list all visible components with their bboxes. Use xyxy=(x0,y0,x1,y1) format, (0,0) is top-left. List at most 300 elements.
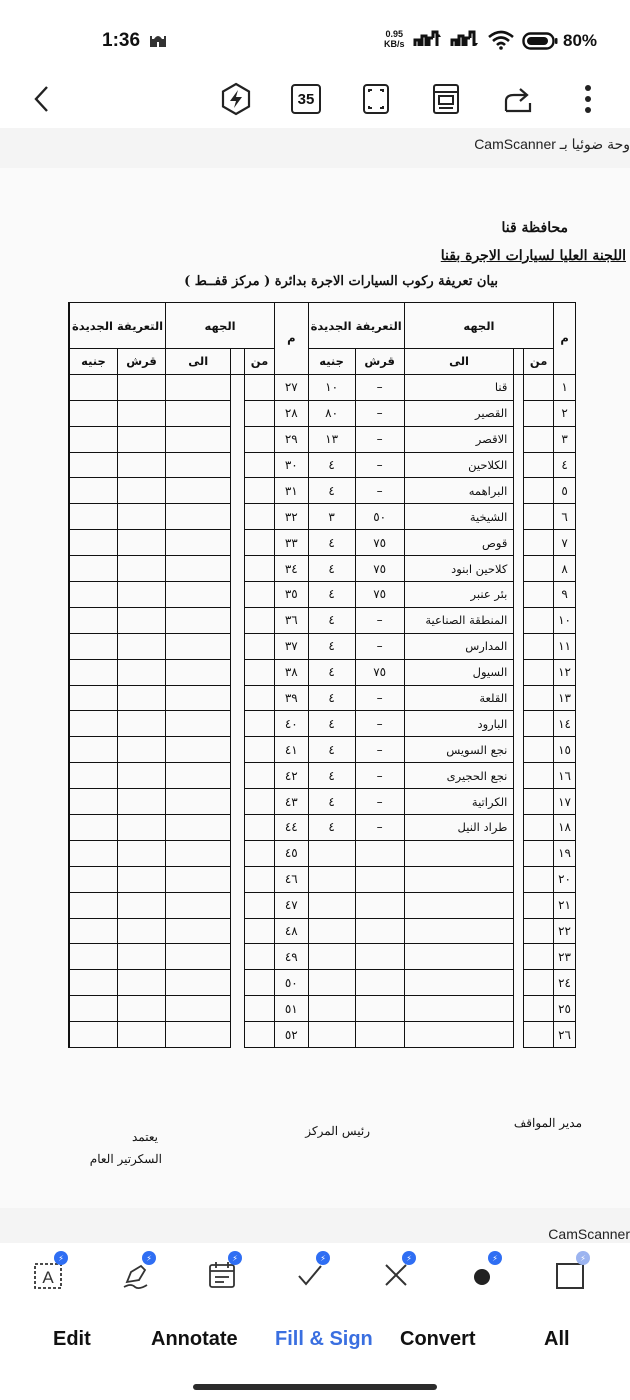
col-to-left: الى xyxy=(166,349,231,375)
gap-cell-right xyxy=(514,711,524,737)
destination-cell-left xyxy=(166,789,231,815)
destination-cell-left xyxy=(166,944,231,970)
from-cell-right xyxy=(524,789,554,815)
from-cell-left xyxy=(245,556,275,582)
pound-cell-right: ٤ xyxy=(308,685,355,711)
piaster-cell-left xyxy=(117,426,165,452)
gap-cell-right xyxy=(514,763,524,789)
destination-cell-right: السيول xyxy=(404,659,514,685)
pound-cell-left xyxy=(69,374,117,400)
table-row xyxy=(69,607,576,633)
piaster-cell-left xyxy=(117,892,165,918)
gap-cell-left xyxy=(231,996,245,1022)
destination-cell-left xyxy=(166,918,231,944)
share-icon xyxy=(502,85,534,113)
piaster-cell-left xyxy=(117,944,165,970)
pound-cell-right: ٤ xyxy=(308,530,355,556)
piaster-cell-left xyxy=(117,711,165,737)
from-cell-right xyxy=(524,633,554,659)
pound-cell-right xyxy=(308,840,355,866)
piaster-cell-left xyxy=(117,556,165,582)
check-badge: ⚡ xyxy=(316,1251,330,1265)
dot-badge: ⚡ xyxy=(488,1251,502,1265)
piaster-cell-left xyxy=(117,478,165,504)
destination-cell-right: الكلاحين xyxy=(404,452,514,478)
gap-cell-left xyxy=(231,815,245,841)
pound-cell-right: ٤ xyxy=(308,659,355,685)
gap-cell-right xyxy=(514,607,524,633)
table-row xyxy=(69,530,576,556)
table-body xyxy=(69,374,576,1047)
from-cell-left xyxy=(245,452,275,478)
col-fare-left: التعريفة الجديدة xyxy=(69,303,166,349)
fare-table xyxy=(68,302,576,1048)
gap-cell-left xyxy=(231,685,245,711)
piaster-cell-right: – xyxy=(355,478,404,504)
piaster-cell-left xyxy=(117,504,165,530)
page-count: 35 xyxy=(297,90,315,108)
table-row xyxy=(69,556,576,582)
watermark-bottom: CamScanner xyxy=(548,1226,630,1242)
piaster-cell-right xyxy=(355,918,404,944)
col-from-right: من xyxy=(524,349,554,375)
status-time: 1:36 xyxy=(102,30,141,51)
from-cell-right xyxy=(524,918,554,944)
piaster-cell-right: – xyxy=(355,426,404,452)
gap-cell-right xyxy=(514,970,524,996)
pound-cell-left xyxy=(69,426,117,452)
pound-cell-left xyxy=(69,866,117,892)
gap-cell-right xyxy=(514,426,524,452)
row-number-left: ٤٦ xyxy=(274,866,308,892)
back-button[interactable] xyxy=(22,76,62,122)
signature-tool[interactable] xyxy=(116,1255,156,1295)
table-row xyxy=(69,582,576,608)
row-number-left: ٤٠ xyxy=(274,711,308,737)
pound-cell-left xyxy=(69,815,117,841)
row-number-left: ٤٤ xyxy=(274,815,308,841)
from-cell-right xyxy=(524,840,554,866)
gap-cell-right xyxy=(514,504,524,530)
bottom-tab-bar xyxy=(0,1318,630,1362)
ai-button[interactable] xyxy=(216,76,256,122)
piaster-cell-left xyxy=(117,970,165,996)
from-cell-right xyxy=(524,737,554,763)
destination-cell-left xyxy=(166,478,231,504)
pound-cell-right: ٨٠ xyxy=(308,400,355,426)
piaster-cell-right xyxy=(355,892,404,918)
piaster-cell-left xyxy=(117,840,165,866)
pound-cell-right xyxy=(308,996,355,1022)
from-cell-left xyxy=(245,789,275,815)
signal-icon xyxy=(413,30,443,50)
destination-cell-left xyxy=(166,452,231,478)
gap-cell-right xyxy=(514,478,524,504)
pound-cell-right: ٣ xyxy=(308,504,355,530)
document-viewport[interactable] xyxy=(0,128,630,1243)
status-bar xyxy=(0,0,630,80)
piaster-cell-right xyxy=(355,970,404,996)
from-cell-right xyxy=(524,400,554,426)
table-row xyxy=(69,711,576,737)
rectangle-tool[interactable] xyxy=(550,1255,590,1295)
signal-icon-2 xyxy=(450,30,480,50)
pound-cell-right: ١٣ xyxy=(308,426,355,452)
row-number-right: ٥ xyxy=(554,478,576,504)
from-cell-right xyxy=(524,763,554,789)
destination-cell-right: نجع السويس xyxy=(404,737,514,763)
table-row xyxy=(69,996,576,1022)
gap-cell-right xyxy=(514,737,524,763)
row-number-right: ١٥ xyxy=(554,737,576,763)
row-number-right: ٩ xyxy=(554,582,576,608)
destination-cell-right: المدارس xyxy=(404,633,514,659)
destination-cell-left xyxy=(166,504,231,530)
table-row xyxy=(69,970,576,996)
col-piaster-left: قرش xyxy=(117,349,165,375)
piaster-cell-left xyxy=(117,737,165,763)
gap-cell-left xyxy=(231,840,245,866)
destination-cell-right: كلاحين ابنود xyxy=(404,556,514,582)
gap-cell-left xyxy=(231,711,245,737)
destination-cell-right: البراهمه xyxy=(404,478,514,504)
piaster-cell-left xyxy=(117,659,165,685)
row-number-right: ١٢ xyxy=(554,659,576,685)
governorate-title: محافظة قنا xyxy=(501,220,568,236)
pound-cell-left xyxy=(69,1022,117,1048)
pound-cell-right xyxy=(308,892,355,918)
from-cell-left xyxy=(245,970,275,996)
dot-tool[interactable] xyxy=(462,1255,502,1295)
piaster-cell-right: – xyxy=(355,685,404,711)
from-cell-right xyxy=(524,996,554,1022)
text-box-badge: ⚡ xyxy=(54,1251,68,1265)
destination-cell-left xyxy=(166,607,231,633)
from-cell-left xyxy=(245,763,275,789)
destination-cell-right: قنا xyxy=(404,374,514,400)
from-cell-right xyxy=(524,426,554,452)
from-cell-right xyxy=(524,1022,554,1048)
battery-icon xyxy=(522,31,558,51)
from-cell-right xyxy=(524,970,554,996)
piaster-cell-right: – xyxy=(355,711,404,737)
row-number-left: ٥٢ xyxy=(274,1022,308,1048)
destination-cell-left xyxy=(166,400,231,426)
crop-icon xyxy=(362,83,390,115)
gap-cell-left xyxy=(231,607,245,633)
row-number-left: ٣٤ xyxy=(274,556,308,582)
signature-approve: يعتمد xyxy=(132,1130,158,1144)
destination-cell-left xyxy=(166,685,231,711)
ai-icon xyxy=(219,82,253,116)
from-cell-right xyxy=(524,892,554,918)
share-button[interactable] xyxy=(498,76,538,122)
piaster-cell-right: – xyxy=(355,374,404,400)
mosque-notification-icon xyxy=(150,33,166,47)
destination-cell-left xyxy=(166,1022,231,1048)
piaster-cell-left xyxy=(117,582,165,608)
col-to-right: الى xyxy=(404,349,514,375)
destination-cell-left xyxy=(166,582,231,608)
piaster-cell-right: ٧٥ xyxy=(355,659,404,685)
gap-cell-right xyxy=(514,633,524,659)
destination-cell-left xyxy=(166,996,231,1022)
date-tool[interactable] xyxy=(202,1255,242,1295)
from-cell-left xyxy=(245,426,275,452)
table-row xyxy=(69,892,576,918)
row-number-left: ٤٥ xyxy=(274,840,308,866)
gap-cell-left xyxy=(231,892,245,918)
gap-cell-left xyxy=(231,504,245,530)
table-row xyxy=(69,918,576,944)
pound-cell-left xyxy=(69,944,117,970)
pound-cell-right xyxy=(308,1022,355,1048)
from-cell-left xyxy=(245,633,275,659)
piaster-cell-left xyxy=(117,918,165,944)
pound-cell-left xyxy=(69,659,117,685)
from-cell-left xyxy=(245,866,275,892)
crop-button[interactable] xyxy=(356,76,396,122)
tab-all[interactable]: All xyxy=(544,1328,570,1350)
row-number-right: ١٣ xyxy=(554,685,576,711)
destination-cell-right: نجع الحجيرى xyxy=(404,763,514,789)
destination-cell-right: بئر عنبر xyxy=(404,582,514,608)
tab-fill-sign[interactable]: Fill & Sign xyxy=(275,1328,373,1350)
from-cell-left xyxy=(245,374,275,400)
row-number-left: ٤٨ xyxy=(274,918,308,944)
date-badge: ⚡ xyxy=(228,1251,242,1265)
pound-cell-right: ٤ xyxy=(308,607,355,633)
destination-cell-left xyxy=(166,711,231,737)
gap-cell-left xyxy=(231,659,245,685)
piaster-cell-left xyxy=(117,815,165,841)
row-number-left: ٣٨ xyxy=(274,659,308,685)
table-row xyxy=(69,659,576,685)
destination-cell-right xyxy=(404,944,514,970)
page-count-box xyxy=(291,84,321,114)
row-number-right: ٢١ xyxy=(554,892,576,918)
from-cell-left xyxy=(245,582,275,608)
destination-cell-left xyxy=(166,530,231,556)
from-cell-right xyxy=(524,685,554,711)
row-number-left: ٢٨ xyxy=(274,400,308,426)
watermark-top: وحة ضوئيا بـ CamScanner xyxy=(474,136,630,152)
pound-cell-right: ٤ xyxy=(308,633,355,659)
gap-cell-left xyxy=(231,633,245,659)
gap-cell-left xyxy=(231,582,245,608)
from-cell-left xyxy=(245,892,275,918)
from-cell-right xyxy=(524,711,554,737)
row-number-left: ٣٠ xyxy=(274,452,308,478)
piaster-cell-right: – xyxy=(355,633,404,659)
table-row xyxy=(69,1022,576,1048)
more-icon xyxy=(584,83,592,115)
destination-cell-right xyxy=(404,840,514,866)
gap-cell-left xyxy=(231,918,245,944)
piaster-cell-right: – xyxy=(355,763,404,789)
row-number-left: ٤٩ xyxy=(274,944,308,970)
from-cell-left xyxy=(245,711,275,737)
row-number-left: ٤١ xyxy=(274,737,308,763)
row-number-right: ١٤ xyxy=(554,711,576,737)
col-pound-left: جنيه xyxy=(69,349,117,375)
page-count-button[interactable] xyxy=(286,76,326,122)
gap-cell-left xyxy=(231,737,245,763)
row-number-right: ٦ xyxy=(554,504,576,530)
destination-cell-right: القصير xyxy=(404,400,514,426)
table-row xyxy=(69,504,576,530)
gap-cell-right xyxy=(514,918,524,944)
piaster-cell-right: – xyxy=(355,607,404,633)
top-toolbar xyxy=(0,76,630,126)
row-number-left: ٣٦ xyxy=(274,607,308,633)
pound-cell-left xyxy=(69,556,117,582)
tab-edit[interactable]: Edit xyxy=(53,1328,91,1350)
destination-cell-left xyxy=(166,763,231,789)
destination-cell-right: القلعة xyxy=(404,685,514,711)
pound-cell-left xyxy=(69,711,117,737)
cross-tool[interactable] xyxy=(376,1255,416,1295)
gap-cell-right xyxy=(514,789,524,815)
destination-cell-right: المنطقة الصناعية xyxy=(404,607,514,633)
piaster-cell-right: ٧٥ xyxy=(355,582,404,608)
piaster-cell-right xyxy=(355,944,404,970)
destination-cell-right: طراد النيل xyxy=(404,815,514,841)
piaster-cell-left xyxy=(117,996,165,1022)
row-number-left: ٣٥ xyxy=(274,582,308,608)
from-cell-left xyxy=(245,996,275,1022)
pound-cell-right: ٤ xyxy=(308,737,355,763)
from-cell-right xyxy=(524,659,554,685)
piaster-cell-right: – xyxy=(355,452,404,478)
row-number-left: ٤٧ xyxy=(274,892,308,918)
gap-cell-left xyxy=(231,763,245,789)
destination-cell-left xyxy=(166,426,231,452)
from-cell-right xyxy=(524,866,554,892)
destination-cell-left xyxy=(166,737,231,763)
row-number-left: ٤٣ xyxy=(274,789,308,815)
destination-cell-right: الكراتية xyxy=(404,789,514,815)
pound-cell-left xyxy=(69,918,117,944)
gap-cell-right xyxy=(514,374,524,400)
rectangle-badge: ⚡ xyxy=(576,1251,590,1265)
from-cell-left xyxy=(245,478,275,504)
text-box-tool[interactable] xyxy=(28,1255,68,1295)
page-layout-button[interactable] xyxy=(426,76,466,122)
piaster-cell-right xyxy=(355,840,404,866)
row-number-right: ٢٢ xyxy=(554,918,576,944)
pound-cell-left xyxy=(69,478,117,504)
cross-badge: ⚡ xyxy=(402,1251,416,1265)
from-cell-right xyxy=(524,478,554,504)
page-layout-icon xyxy=(432,83,460,115)
col-pound-right: جنيه xyxy=(308,349,355,375)
from-cell-right xyxy=(524,504,554,530)
piaster-cell-right: – xyxy=(355,815,404,841)
piaster-cell-left xyxy=(117,763,165,789)
piaster-cell-right: – xyxy=(355,789,404,815)
more-button[interactable] xyxy=(568,76,608,122)
col-gap-left xyxy=(231,349,245,375)
tab-annotate[interactable]: Annotate xyxy=(151,1328,238,1350)
row-number-right: ٢٠ xyxy=(554,866,576,892)
from-cell-left xyxy=(245,685,275,711)
from-cell-left xyxy=(245,737,275,763)
gap-cell-left xyxy=(231,970,245,996)
destination-cell-left xyxy=(166,866,231,892)
piaster-cell-right xyxy=(355,866,404,892)
destination-cell-right: الاقصر xyxy=(404,426,514,452)
row-number-left: ٣٢ xyxy=(274,504,308,530)
piaster-cell-right: – xyxy=(355,737,404,763)
destination-cell-left xyxy=(166,556,231,582)
row-number-right: ١٨ xyxy=(554,815,576,841)
piaster-cell-left xyxy=(117,374,165,400)
pound-cell-right: ١٠ xyxy=(308,374,355,400)
table-row xyxy=(69,452,576,478)
destination-cell-left xyxy=(166,374,231,400)
tab-convert[interactable]: Convert xyxy=(400,1328,476,1350)
from-cell-left xyxy=(245,840,275,866)
battery-percent: 80% xyxy=(563,31,598,50)
check-tool[interactable] xyxy=(290,1255,330,1295)
signature-manager: مدير المواقف xyxy=(513,1116,582,1130)
statement-title: بيان تعريفة ركوب السيارات الاجرة بدائرة ( مركز قفــط ) xyxy=(184,274,498,289)
table-row xyxy=(69,866,576,892)
gap-cell-right xyxy=(514,840,524,866)
pound-cell-right: ٤ xyxy=(308,763,355,789)
row-number-left: ٣٩ xyxy=(274,685,308,711)
gap-cell-left xyxy=(231,530,245,556)
svg-text:A: A xyxy=(42,1268,54,1287)
row-number-right: ١٩ xyxy=(554,840,576,866)
destination-cell-right: قوص xyxy=(404,530,514,556)
table-row xyxy=(69,944,576,970)
gap-cell-right xyxy=(514,866,524,892)
row-number-right: ١٧ xyxy=(554,789,576,815)
gap-cell-left xyxy=(231,478,245,504)
from-cell-left xyxy=(245,607,275,633)
from-cell-right xyxy=(524,530,554,556)
col-direction-right: الجهه xyxy=(404,303,553,349)
row-number-right: ٢٣ xyxy=(554,944,576,970)
pound-cell-left xyxy=(69,452,117,478)
from-cell-left xyxy=(245,918,275,944)
destination-cell-left xyxy=(166,892,231,918)
table-row xyxy=(69,815,576,841)
destination-cell-right xyxy=(404,918,514,944)
destination-cell-left xyxy=(166,633,231,659)
gap-cell-right xyxy=(514,659,524,685)
network-speed: 0.95 KB/s xyxy=(384,29,405,49)
table-row xyxy=(69,426,576,452)
pound-cell-right: ٤ xyxy=(308,789,355,815)
row-number-right: ٢٦ xyxy=(554,1022,576,1048)
gap-cell-left xyxy=(231,1022,245,1048)
signature-badge: ⚡ xyxy=(142,1251,156,1265)
pound-cell-left xyxy=(69,685,117,711)
home-indicator[interactable] xyxy=(193,1384,437,1390)
gap-cell-right xyxy=(514,400,524,426)
piaster-cell-left xyxy=(117,685,165,711)
pound-cell-right xyxy=(308,970,355,996)
gap-cell-right xyxy=(514,685,524,711)
gap-cell-right xyxy=(514,892,524,918)
gap-cell-right xyxy=(514,815,524,841)
pound-cell-left xyxy=(69,400,117,426)
gap-cell-left xyxy=(231,452,245,478)
piaster-cell-left xyxy=(117,530,165,556)
